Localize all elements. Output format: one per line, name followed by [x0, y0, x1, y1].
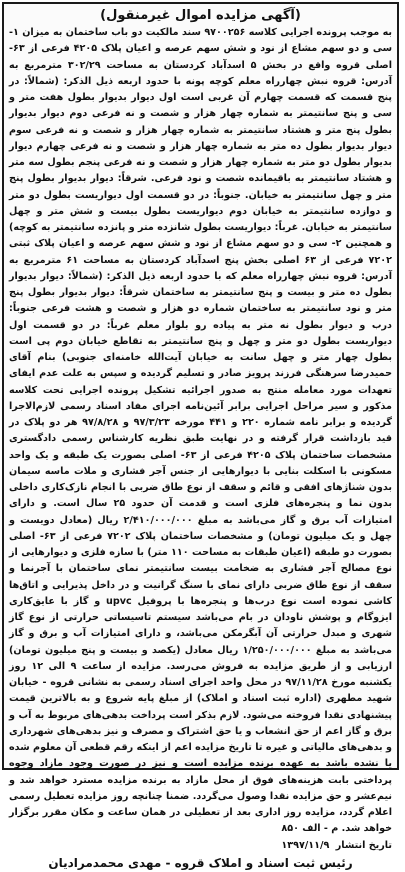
- auction-notice: [2, 2, 399, 870]
- publication-date-row: [9, 838, 392, 853]
- notice-signature: رئیس ثبت اسناد و املاک قروه - مهدی محمدمرادیان: [48, 855, 353, 870]
- notice-title: (آگهی مزایده اموال غیرمنقول): [100, 8, 301, 23]
- publication-date-label: تاریخ انتشار: [335, 839, 392, 851]
- notice-body: به موجب پرونده اجرایی کلاسه ۹۷۰۰۲۵۶ سند مالکیت دو باب ساختمان به میزان ۱- سی و دو سهم مشاع از نود و شش سهم عرصه و اعیان پلاک ۴۲۰۵ فرعی از ۶۳- اصلی قروه واقع در بخش ۵ اسدآباد کردستان به مساحت ۳۰۲/۲۹ مترمربع به آدرس: قروه نبش چهارراه معلم کوچه پونه با حدود اربعه ذیل الذکر: (شمالاً: در پنج قسمت که قسمت چهارم آن غربی است اول دیوار بدیوار بطول هفت متر و سی و پنج سانتیمتر به شماره چهار هزار و شصت و نه فرعی دوم دیوار بدیوار بطول پنج متر و هشتاد سانتیمتر به شماره چهار هزار و شصت و نه فرعی سوم دیوار بدیوار بطول ده متر به شماره چهار هزار و شصت و نه فرعی چهارم دیوار بدیوار بطول دو متر به شماره چهار هزار و شصت و نه فرعی پنجم بطول سه متر و هشتاد سانتیمتر به باقیمانده شصت و نود فرعی. شرقاً: دیوار بدیوار بطول پنج متر و چهل سانتیمتر به خیابان. جنوباً: در دو قسمت اول دیواریست بطول دو متر و دوازده سانتیمتر به خیابان دوم دیواریست بطول بیست و شش متر و چهل سانتیمتر به خیابان. غرباً: دیواریست بطول شانزده متر و پانزده سانتیمتر به کوچه) و همچنین ۲- سی و دو سهم مشاع از نود و شش سهم عرصه و اعیان پلاک ثبتی ۷۲۰۲ فرعی از ۶۳ اصلی بخش پنج اسدآباد کردستان به مساحت ۶۱ مترمربع به آدرس: قروه نبش چهارراه معلم که با حدود اربعه ذیل الذکر: (شمالاً: دیوار بدیوار بطول ده متر و بیست و پنج سانتیمتر به ساختمان شرقاً: دیوار بدیوار بطول پنج متر و نود سانتیمتر به ساختمان شماره دو هزار و شصت و هشت فرعی جنوباً: درب و دیوار بطول نه متر به پیاده رو بلوار معلم غرباً: در دو قسمت اول دیواریست بطول دو متر و چهل و پنج سانتیمتر به تقاطع خیابان دوم پی است بطول چهار متر و چهل سانت به خیابان آیت‌الله خامنه‌ای جنوبی) بنام آقای حمیدرضا سرهنگی فرزند پرویز صادر و تسلیم گردیده و سپس به علت عدم ایفای تعهدات مورد معامله منتج به صدور اجرائیه تشکیل پرونده اجرایی تحت کلاسه مذکور و سیر مراحل اجرایی برابر آئین‌نامه اجرای مفاد اسناد رسمی لازم‌الاجرا گردیده و برابر نامه شماره ۲۲۰ و ۴۴۱ مورخه ۹۷/۳/۲۳ و ۹۷/۸/۲۸ هر دو پلاک در قید بازداشت قرار گرفته و در نهایت طبق نظریه کارشناس رسمی دادگستری مشخصات ساختمان پلاک ۴۲۰۵ فرعی از ۶۳- اصلی بصورت یک طبقه و یک واحد مسکونی با اسکلت بنایی با دیوارهایی از جنس آجر فشاری و ملات ماسه سیمان بدون شناژهای افقی و قائم و سقف از نوع طاق ضربی با انجام نازک‌کاری داخلی بدون نما و پنجره‌های فلزی است و قدمت آن حدود ۲۵ سال است. و دارای امتیازات آب برق و گاز می‌باشد به مبلغ ۲/۴۱۰/۰۰۰/۰۰۰ ریال (معادل دویست و چهل و یک میلیون تومان) و مشخصات ساختمان پلاک ۷۲۰۲ فرعی از ۶۳- اصلی بصورت دو طبقه (اعیان طبقات به مساحت ۱۱۰ متر) با سازه فلزی و دیوارهایی از نوع مصالح آجر فشاری به ضخامت بیست سانتیمتر نمای ساختمان با آجرنما و سقف از نوع طاق ضربی دارای نمای با سنگ گرانیت و در داخل پذیرایی و اتاق‌ها کاشی نموده است نوع درب‌ها و پنجره‌ها با پروفیل upvc و گاز با عایق‌کاری ایزوگام و پوشش ناودان در بام می‌باشد سیستم تاسیساتی حرارتی از نوع گاز شهری و مبدل حرارتی آن آبگرمکن می‌باشد، و دارای امتیازات آب و برق و گاز می‌باشد به مبلغ ۱/۲۵۰/۰۰۰/۰۰۰ ریال معادل (یکصد و بیست و پنج میلیون تومان) ارزیابی و از طریق مزایده به فروش می‌رسد. مزایده از ساعت ۹ الی ۱۲ روز یکشنبه مورخ ۹۷/۱۱/۲۸ در محل واحد اجرای اسناد رسمی به نشانی قروه - خیابان شهید مطهری (اداره ثبت اسناد و املاک) از مبلغ پایه شروع و به بالاترین قیمت پیشنهادی نقدا فروخته می‌شود. لازم بذکر است پرداخت بدهی‌های مربوط به آب و برق و گاز اعم از حق انشعاب و یا حق اشتراک و مصرف و نیز بدهی‌های شهرداری و بدهی‌های مالیاتی و غیره تا تاریخ مزایده اعم از اینکه رقم قطعی آن معلوم شده یا نشده باشد به عهده برنده مزایده است و نیز در صورت وجود مازاد وجوه پرداختی بابت هزینه‌های فوق از محل مازاد به برنده مزایده مسترد خواهد شد و نیم‌عشر و حق مزایده نقدا وصول می‌گردد. ضمنا چنانچه روز مزایده تعطیل رسمی اعلام گردد، مزایده روز اداری بعد از تعطیلی در همان ساعت و مکان مقرر برگزار خواهد شد. م - الف ۸۵۰: [9, 27, 393, 835]
- publication-date: ۱۳۹۷/۱۱/۹: [281, 839, 330, 851]
